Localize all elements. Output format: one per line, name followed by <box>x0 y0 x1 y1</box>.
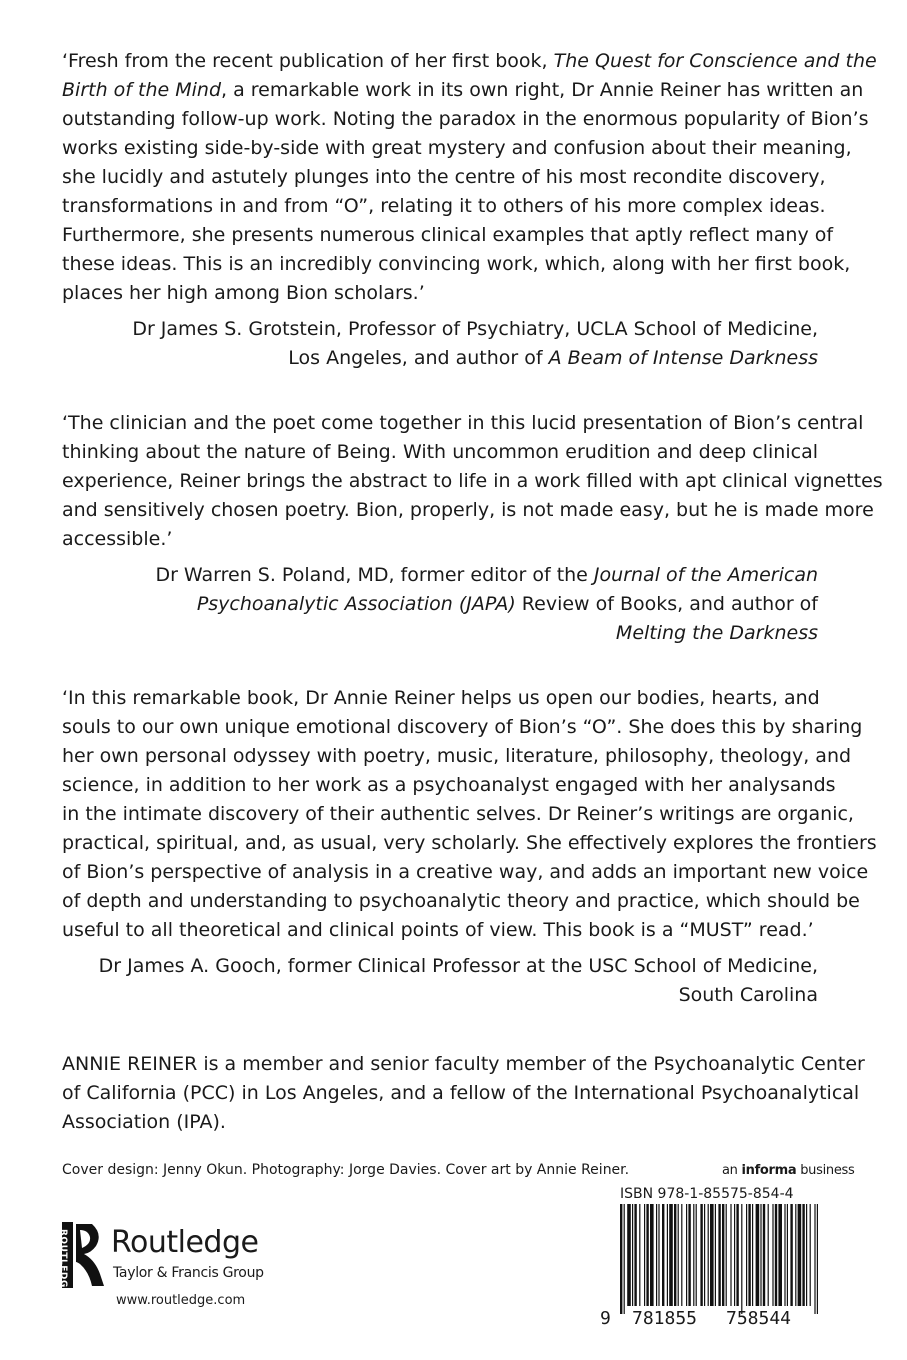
quote-line: and sensitively chosen poetry. Bion, properly, is not made easy, but he is made more <box>62 499 874 521</box>
attribution-line: Dr James S. Grotstein, Professor of Psychiatry, UCLA School of Medicine, <box>132 318 818 340</box>
barcode-digits <box>600 1308 820 1334</box>
quote-line: works existing side-by-side with great mystery and confusion about their meaning, <box>62 137 852 159</box>
quote-line: her own personal odyssey with poetry, music, literature, philosophy, theology, and <box>62 745 852 767</box>
quote-line: ‘The clinician and the poet come together in this lucid presentation of Bion’s central <box>62 412 864 434</box>
isbn-label: ISBN 978-1-85575-854-4 <box>620 1186 794 1202</box>
barcode-digits-left: 781855 <box>632 1308 698 1329</box>
barcode-digit-lead: 9 <box>600 1308 611 1329</box>
barcode <box>620 1204 818 1314</box>
quote-line: of Bion’s perspective of analysis in a creative way, and adds an important new voice <box>62 861 869 883</box>
quote-line: practical, spiritual, and, as usual, very scholarly. She effectively explores the frontiers <box>62 832 877 854</box>
attribution-line: Psychoanalytic Association (JAPA) Review of Books, and author of <box>196 593 818 615</box>
quote-line: places her high among Bion scholars.’ <box>62 282 425 304</box>
quote-line: transformations in and from “O”, relating it to others of his more complex ideas. <box>62 195 826 217</box>
informa-business-label: an informa business <box>722 1163 855 1178</box>
quote-line: souls to our own unique emotional discovery of Bion’s “O”. She does this by sharing <box>62 716 863 738</box>
bio-line: of California (PCC) in Los Angeles, and a fellow of the International Psychoanalytical <box>62 1082 860 1104</box>
quote-line: she lucidly and astutely plunges into the centre of his most recondite discovery, <box>62 166 826 188</box>
quote-line: Birth of the Mind, a remarkable work in its own right, Dr Annie Reiner has written an <box>62 79 864 101</box>
attribution-line: Dr Warren S. Poland, MD, former editor of the Journal of the American <box>155 564 818 586</box>
barcode-digits-right: 758544 <box>726 1308 792 1329</box>
bio-line: ANNIE REINER is a member and senior faculty member of the Psychoanalytic Center <box>62 1053 865 1075</box>
attribution-line: South Carolina <box>678 984 818 1006</box>
attribution-line: Los Angeles, and author of A Beam of Intense Darkness <box>288 347 818 369</box>
quote-line: outstanding follow-up work. Noting the paradox in the enormous popularity of Bion’s <box>62 108 869 130</box>
quote-line: of depth and understanding to psychoanalytic theory and practice, which should be <box>62 890 860 912</box>
quote-line: ‘Fresh from the recent publication of her first book, The Quest for Conscience and the <box>62 50 877 72</box>
routledge-logo-icon <box>62 1222 104 1288</box>
publisher-group: Taylor & Francis Group <box>113 1265 264 1281</box>
bio-line: Association (IPA). <box>62 1111 226 1133</box>
quote-line: ‘In this remarkable book, Dr Annie Reiner helps us open our bodies, hearts, and <box>62 687 820 709</box>
attribution-line: Dr James A. Gooch, former Clinical Professor at the USC School of Medicine, <box>98 955 818 977</box>
quote-line: Furthermore, she presents numerous clinical examples that aptly reflect many of <box>62 224 834 246</box>
attribution-line: Melting the Darkness <box>615 622 818 644</box>
quote-line: thinking about the nature of Being. With uncommon erudition and deep clinical <box>62 441 818 463</box>
quote-line: experience, Reiner brings the abstract to life in a work filled with apt clinical vignettes <box>62 470 883 492</box>
cover-credits: Cover design: Jenny Okun. Photography: Jorge Davies. Cover art by Annie Reiner. <box>62 1162 630 1178</box>
quote-line: science, in addition to her work as a psychoanalyst engaged with her analysands <box>62 774 836 796</box>
publisher-website[interactable]: www.routledge.com <box>116 1293 246 1308</box>
quote-line: useful to all theoretical and clinical points of view. This book is a “MUST” read.’ <box>62 919 814 941</box>
routledge-vertical-text: ROUTLEDGE <box>58 1229 68 1295</box>
quote-line: these ideas. This is an incredibly convincing work, which, along with her first book, <box>62 253 851 275</box>
publisher-name: Routledge <box>111 1225 259 1260</box>
quote-line: in the intimate discovery of their authentic selves. Dr Reiner’s writings are organic, <box>62 803 854 825</box>
quote-line: accessible.’ <box>62 528 173 550</box>
